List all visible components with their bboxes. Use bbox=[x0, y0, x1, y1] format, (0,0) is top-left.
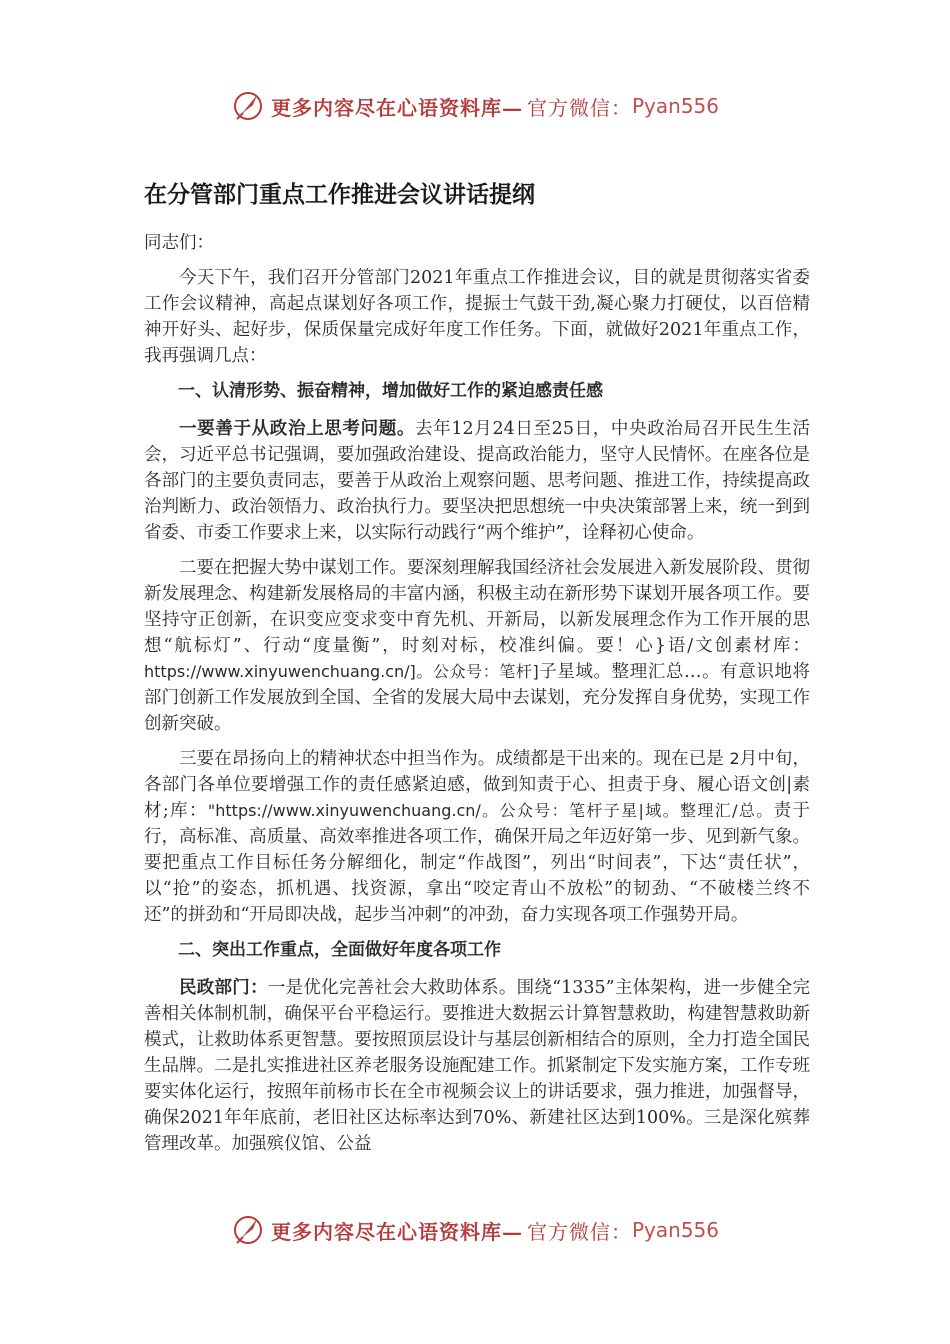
paragraph-1-lead: 一要善于从政治上思考问题。 bbox=[179, 419, 416, 439]
banner-text: 更多内容尽在心语资料库— bbox=[270, 95, 523, 120]
footer-banner bbox=[0, 1208, 950, 1252]
banner-wechat-label: 官方微信： bbox=[526, 1219, 632, 1244]
section-2-heading: 二、突出工作重点，全面做好年度各项工作 bbox=[178, 940, 501, 960]
document-title: 在分管部门重点工作推进会议讲话提纲 bbox=[144, 182, 535, 208]
banner-text: 更多内容尽在心语资料库— bbox=[270, 1219, 523, 1244]
paragraph-4 bbox=[144, 975, 810, 1157]
section-1-heading: 一、认清形势、振奋精神，增加做好工作的紧迫感责任感 bbox=[178, 381, 603, 401]
paragraph-2-url: https://www.xinyuwenchuang.cn/]。公众号：笔杆] bbox=[144, 662, 539, 681]
paragraph-3-number: 2 bbox=[729, 749, 740, 768]
paragraph-1 bbox=[144, 416, 810, 546]
paragraph-3 bbox=[144, 746, 810, 928]
banner-wechat-label: 官方微信： bbox=[526, 95, 632, 120]
paragraph-2-part-a: 二要在把握大势中谋划工作。要深刻理解我国经济社会发展进入新发展阶段、贯彻新发展理念、构建新发展格局的丰富内涵，积极主动在新形势下谋划开展各项工作。要坚持守正创新，在识变应变求变中育先机、开新局，以新发展理念作为工作开展的思想“航标灯”、行动“度量衡”，时刻对标，校准纠偏。要！心}语/文创素材库： bbox=[144, 558, 810, 656]
quill-logo-icon bbox=[231, 89, 265, 123]
document-body bbox=[144, 172, 810, 1166]
header-banner bbox=[0, 84, 950, 128]
greeting: 同志们： bbox=[144, 233, 214, 253]
paragraph-3-part-c: 责于行，高标准、高质量、高效率推进各项工作，确保开局之年迈好第一步、见到新气象。要把重点工作目标任务分解细化，制定“作战图”，列出“时间表”，下达“责任状”，以“抢”的姿态，抓机遇、找资源，拿出“咬定青山不放松”的韧劲、“不破楼兰终不还”的拼劲和“开局即决战，起步当冲刺”的冲劲，奋力实现各项工作强势开局。 bbox=[144, 801, 810, 925]
paragraph-3-url: "https://www.xinyuwenchuang.cn/。公众号：笔杆子星|域。整理汇/总。 bbox=[207, 801, 774, 820]
paragraph-2-part-b: 子星域。整理汇总…。有意识地将部门创新工作发展放到全国、全省的发展大局中去谋划，充分发挥自身优势，实现工作创新突破。 bbox=[144, 662, 810, 734]
paragraph-3-part-a: 三要在昂扬向上的精神状态中担当作为。成绩都是干出来的。现在已是 bbox=[179, 749, 724, 769]
banner-wechat-id: Pyan556 bbox=[631, 1218, 719, 1242]
banner-wechat-id: Pyan556 bbox=[631, 94, 719, 118]
paragraph-4-lead: 民政部门： bbox=[179, 978, 268, 998]
paragraph-2 bbox=[144, 555, 810, 737]
paragraph-3-part-b: 月中旬，各部门各单位要增强工作的责任感紧迫感，做到知责于心、担责于身、履心语文创|素材;库： bbox=[144, 749, 810, 821]
intro-paragraph: 今天下午，我们召开分管部门2021年重点工作推进会议，目的就是贯彻落实省委工作会议精神，高起点谋划好各项工作，提振士气鼓干劲,凝心聚力打硬仗，以百倍精神开好头、起好步，保质保量完成好年度工作任务。下面，就做好2021年重点工作，我再强调几点： bbox=[144, 268, 810, 366]
paragraph-4-body: 一是优化完善社会大救助体系。围绕“1335”主体架构，进一步健全完善相关体制机制，确保平台平稳运行。要推进大数据云计算智慧救助，构建智慧救助新模式，让救助体系更智慧。要按照顶层设计与基层创新相结合的原则，全力打造全国民生品牌。二是扎实推进社区养老服务设施配建工作。抓紧制定下发实施方案，工作专班要实体化运行，按照年前杨市长在全市视频会议上的讲话要求，强力推进，加强督导，确保2021年年底前，老旧社区达标率达到70%、新建社区达到100%。三是深化殡葬管理改革。加强殡仪馆、公益 bbox=[144, 978, 810, 1154]
quill-logo-icon bbox=[231, 1213, 265, 1247]
paragraph-1-body: 去年12月24日至25日，中央政治局召开民生生活会，习近平总书记强调，要加强政治建设、提高政治能力，坚守人民情怀。在座各位是各部门的主要负责同志，要善于从政治上观察问题、思考问题、推进工作，持续提高政治判断力、政治领悟力、政治执行力。要坚决把思想统一中央决策部署上来，统一到到省委、市委工作要求上来，以实际行动践行“两个维护”，诠释初心使命。 bbox=[144, 419, 810, 543]
